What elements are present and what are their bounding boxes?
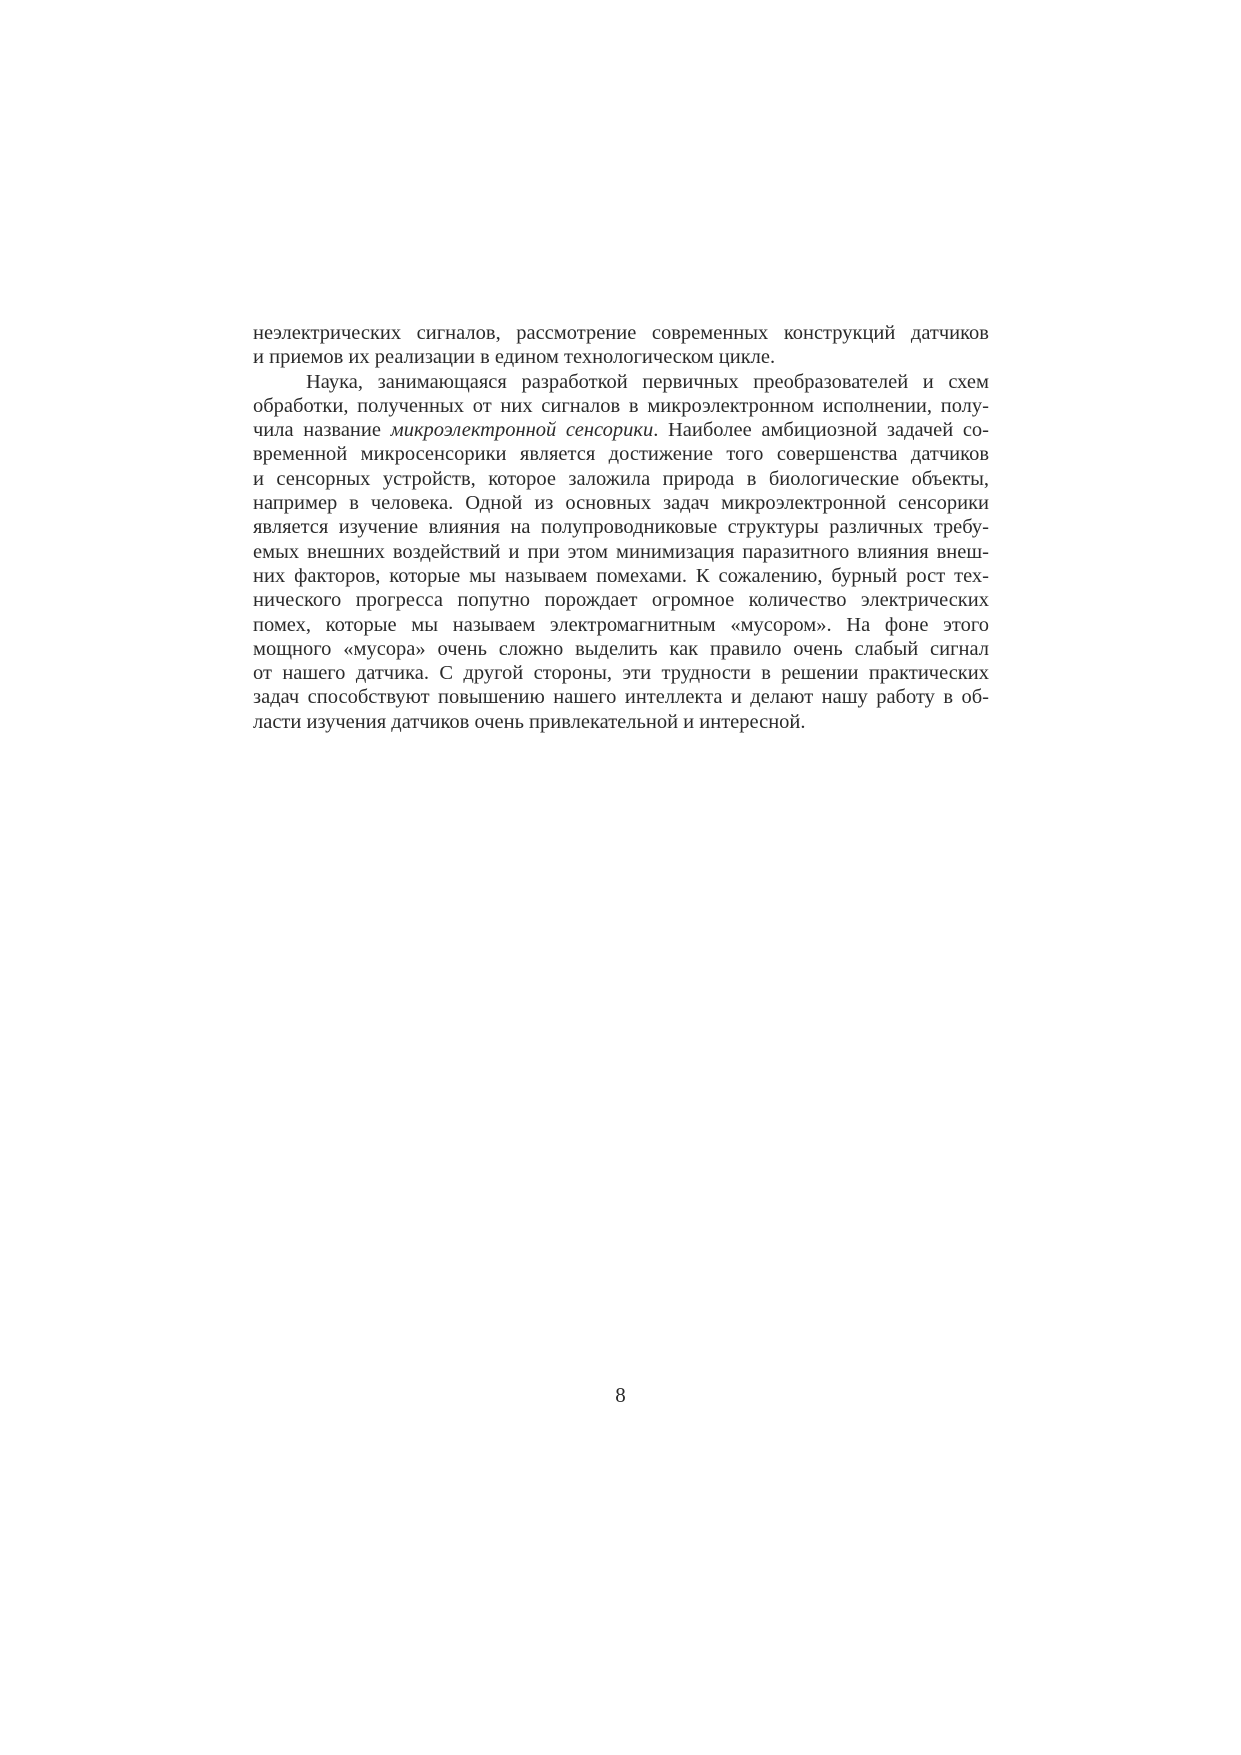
text-line: нического прогресса попутно порождает огромное количество электрических — [253, 589, 989, 612]
text-line: ласти изучения датчиков очень привлекательной и интересной. — [253, 710, 806, 733]
line-end: . Наиболее амбициозной задачей со- — [653, 419, 990, 442]
text-line: от нашего датчика. С другой стороны, эти трудности в решении практических — [253, 662, 989, 685]
text-line: и сенсорных устройств, которое заложила природа в биологические объекты, — [253, 467, 989, 490]
text-line: неэлектрических сигналов, рассмотрение современных конструкций датчиков — [253, 322, 989, 344]
text-line-with-term — [253, 418, 989, 442]
text-line: Наука, занимающаяся разработкой первичных преобразователей и схем — [306, 370, 989, 393]
text-line: емых внешних воздействий и при этом минимизация паразитного влияния внеш- — [253, 540, 989, 563]
text-line: мощного «мусора» очень сложно выделить как правило очень слабый сигнал — [253, 637, 989, 660]
text-line: и приемов их реализации в едином технологическом цикле. — [253, 346, 776, 369]
body-text — [253, 321, 989, 734]
text-line: помех, которые мы называем электромагнитным «мусором». На фоне этого — [253, 613, 989, 636]
page-number: 8 — [615, 1383, 626, 1407]
text-line: них факторов, которые мы называем помехами. К сожалению, бурный рост тех- — [253, 564, 989, 587]
text-line: является изучение влияния на полупроводниковые структуры различных требу- — [253, 516, 989, 539]
text-line: временной микросенсорики является достижение того совершенства датчиков — [253, 443, 989, 466]
italic-term: микроэлектронной сенсорики — [390, 419, 654, 442]
line-start: чила название — [253, 419, 391, 442]
text-line: например в человека. Одной из основных задач микроэлектронной сенсорики — [253, 492, 989, 515]
text-line: задач способствуют повышению нашего интеллекта и делают нашу работу в об- — [253, 686, 989, 709]
text-line: обработки, полученных от них сигналов в микроэлектронном исполнении, полу- — [253, 394, 989, 417]
